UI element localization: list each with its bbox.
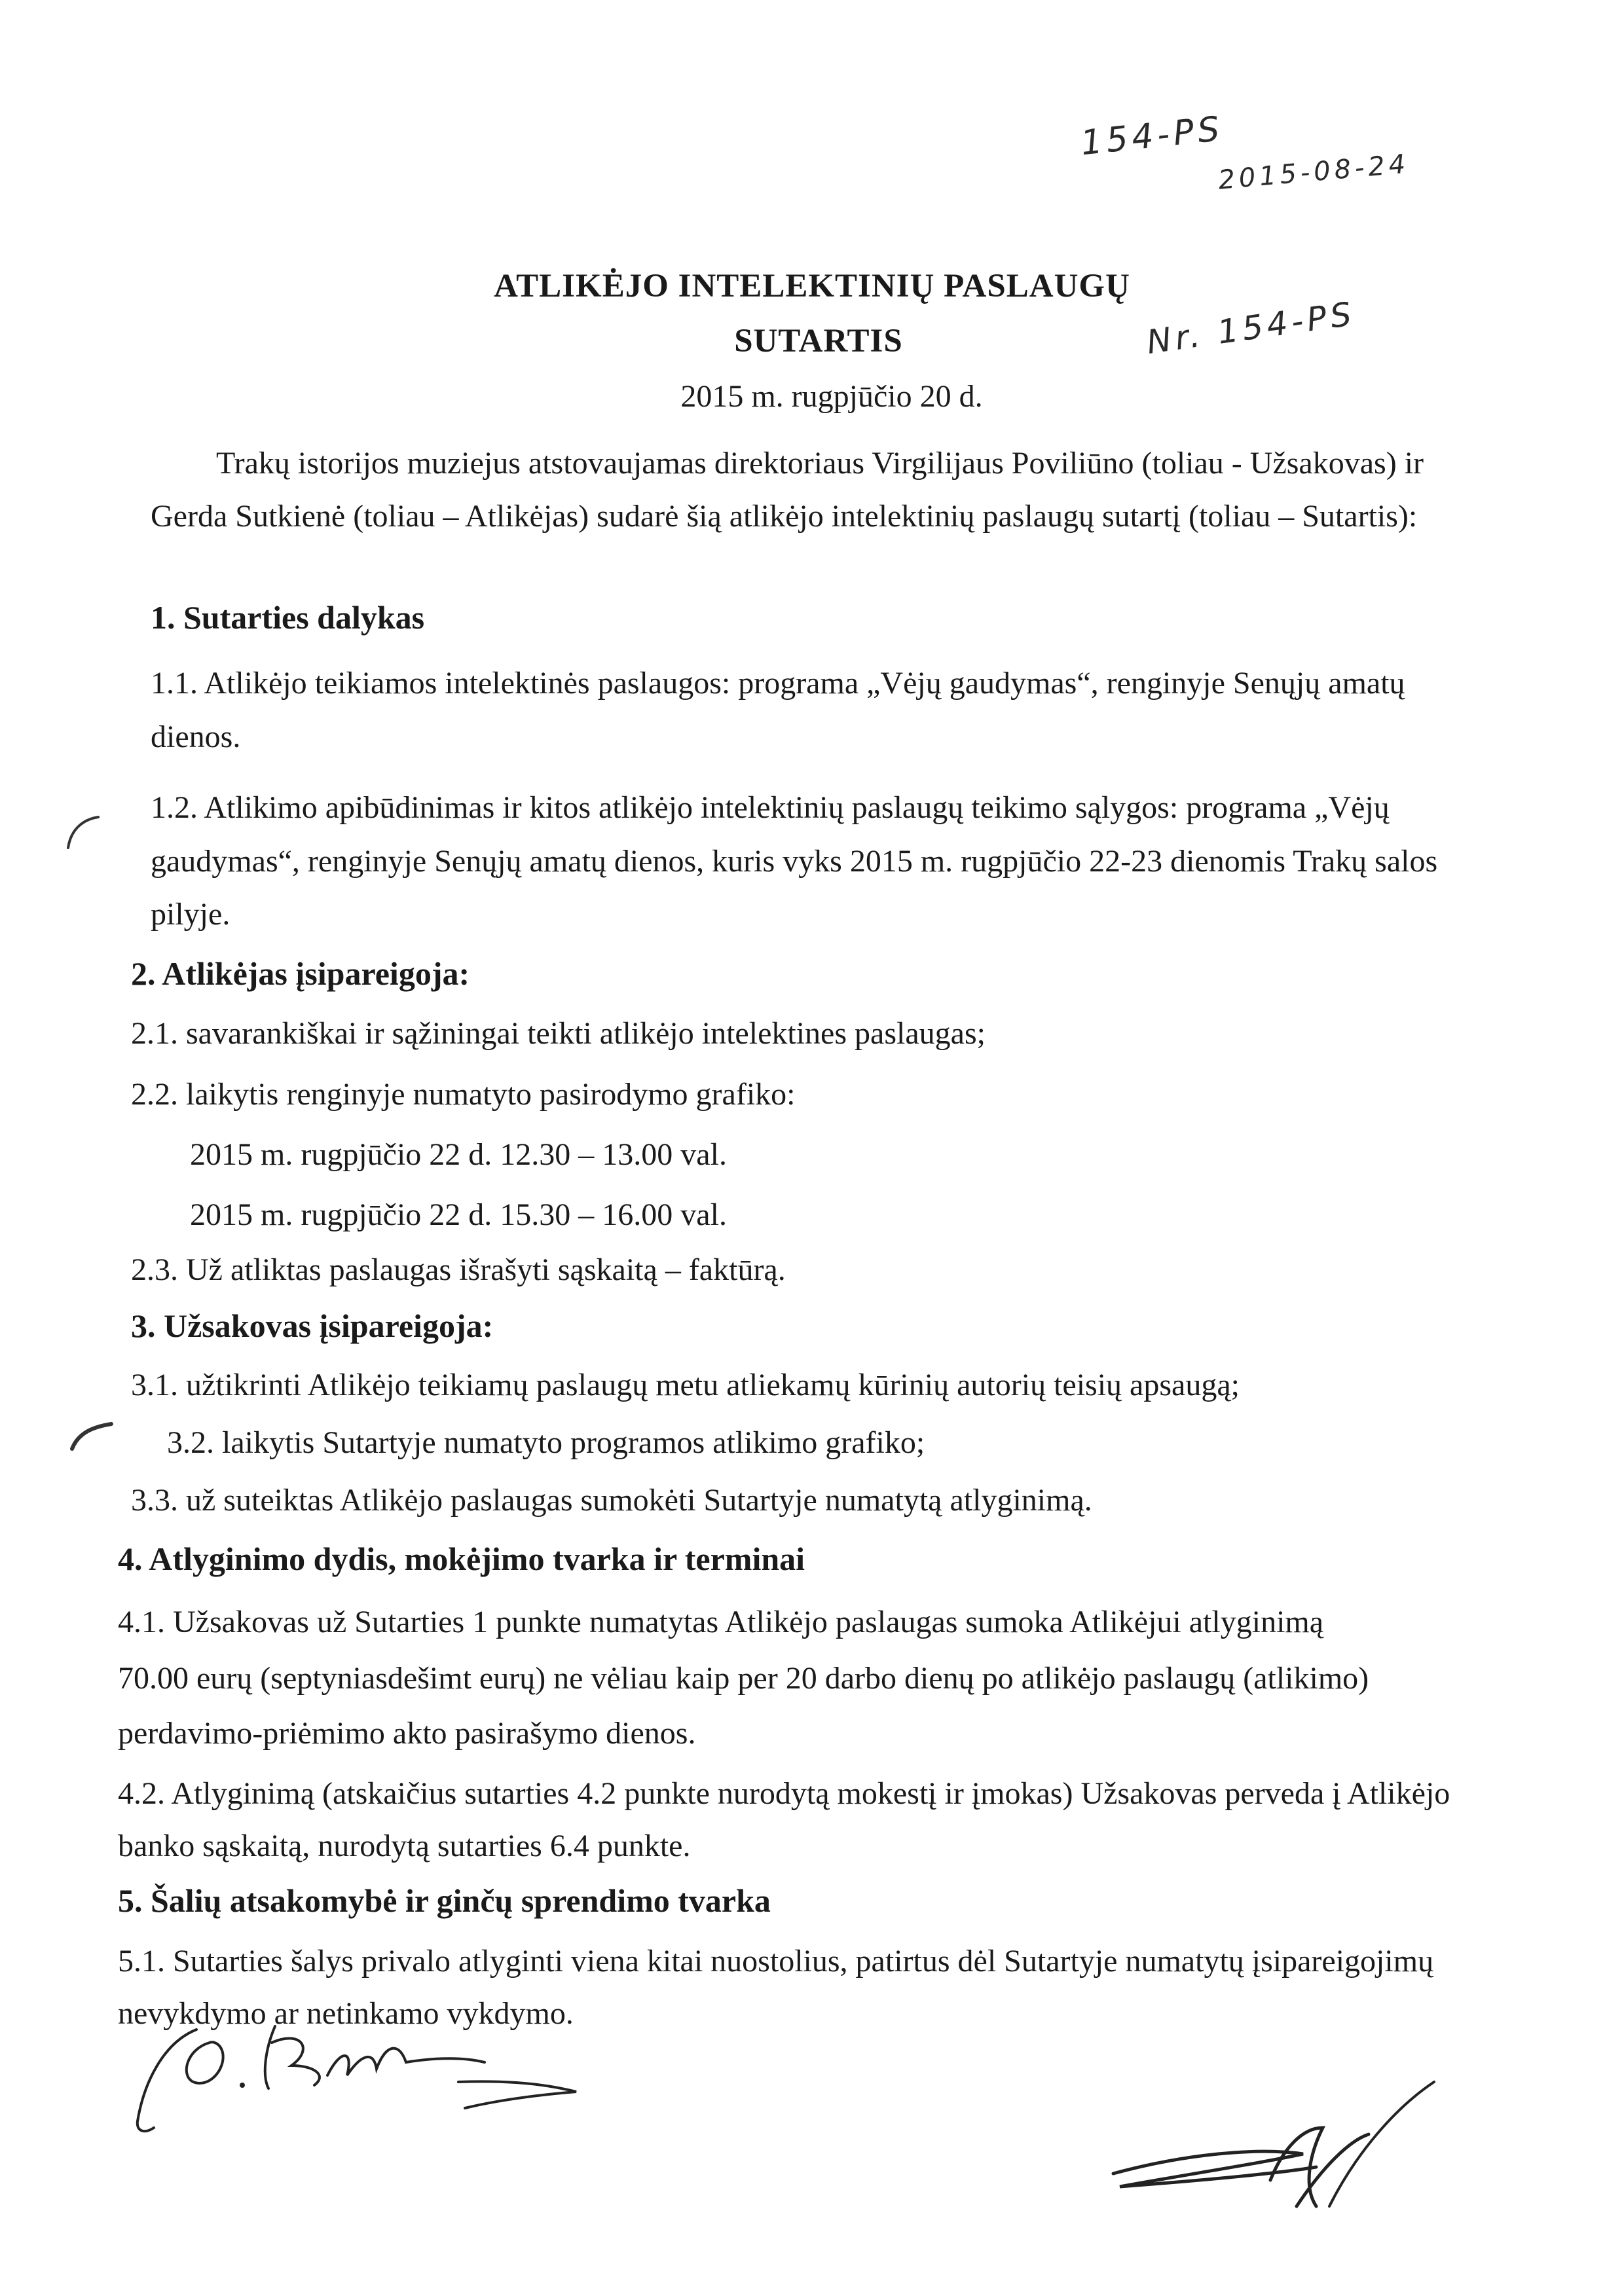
- clause-4-1-line-3: perdavimo-priėmimo akto pasirašymo dienos.: [118, 1716, 696, 1751]
- clause-1-2-line-2: gaudymas“, renginyje Senųjų amatų dienos, kuris vyks 2015 m. rugpjūčio 22-23 dienomis Trakų salos: [151, 844, 1438, 879]
- performer-signature: [118, 2003, 589, 2147]
- clause-1-2-line-3: pilyje.: [151, 897, 231, 932]
- clause-5-1-line-1: 5.1. Sutarties šalys privalo atlyginti viena kitai nuostolius, patirtus dėl Sutartyje numatytų įsipareigojimų: [118, 1944, 1434, 1978]
- clause-3-2: 3.2. laikytis Sutartyje numatyto programos atlikimo grafiko;: [167, 1425, 925, 1460]
- client-signature: [1107, 2075, 1447, 2213]
- document-title-line1: ATLIKĖJO INTELEKTINIŲ PASLAUGŲ: [494, 268, 1130, 304]
- intro-line-1: Trakų istorijos muziejus atstovaujamas direktoriaus Virgilijaus Poviliūno (toliau - Užsakovas) ir: [216, 446, 1424, 481]
- intro-line-2: Gerda Sutkienė (toliau – Atlikėjas) sudarė šią atlikėjo intelektinių paslaugų sutartį (toliau – Sutartis):: [151, 499, 1418, 534]
- clause-3-1: 3.1. užtikrinti Atlikėjo teikiamų paslaugų metu atliekamų kūrinių autorių teisių apsaugą;: [131, 1368, 1240, 1402]
- section-3-heading: 3. Užsakovas įsipareigoja:: [131, 1307, 494, 1344]
- clause-1-1-line-2: dienos.: [151, 720, 241, 754]
- margin-mark-upper: [59, 812, 111, 864]
- clause-4-1-line-1: 4.1. Užsakovas už Sutarties 1 punkte numatytas Atlikėjo paslaugas sumoka Atlikėjui atlyginimą: [118, 1605, 1324, 1639]
- clause-2-2: 2.2. laikytis renginyje numatyto pasirodymo grafiko:: [131, 1077, 796, 1112]
- registration-number: 154-PS: [1079, 109, 1225, 164]
- title-registration-note: Nr. 154-PS: [1144, 294, 1358, 362]
- section-4-heading: 4. Atlyginimo dydis, mokėjimo tvarka ir terminai: [118, 1540, 805, 1577]
- document-title-line2: SUTARTIS: [734, 323, 903, 359]
- section-5-heading: 5. Šalių atsakomybė ir ginčų sprendimo tvarka: [118, 1882, 771, 1919]
- section-1-heading: 1. Sutarties dalykas: [151, 599, 425, 636]
- contract-date: 2015 m. rugpjūčio 20 d.: [680, 379, 983, 414]
- clause-2-3: 2.3. Už atliktas paslaugas išrašyti sąskaitą – faktūrą.: [131, 1252, 786, 1287]
- schedule-slot-2: 2015 m. rugpjūčio 22 d. 15.30 – 16.00 val.: [190, 1197, 727, 1232]
- schedule-slot-1: 2015 m. rugpjūčio 22 d. 12.30 – 13.00 val.: [190, 1137, 727, 1172]
- clause-1-2-line-1: 1.2. Atlikimo apibūdinimas ir kitos atlikėjo intelektinių paslaugų teikimo sąlygos: programa „Vėjų: [151, 790, 1390, 825]
- clause-3-3: 3.3. už suteiktas Atlikėjo paslaugas sumokėti Sutartyje numatytą atlyginimą.: [131, 1483, 1092, 1518]
- registration-date: 2015-08-24: [1217, 149, 1411, 196]
- clause-5-1-line-2: nevykdymo ar netinkamo vykdymo.: [118, 1996, 574, 2031]
- clause-4-2-line-2: banko sąskaitą, nurodytą sutarties 6.4 punkte.: [118, 1829, 691, 1863]
- section-2-heading: 2. Atlikėjas įsipareigoja:: [131, 955, 470, 992]
- clause-2-1: 2.1. savarankiškai ir sąžiningai teikti atlikėjo intelektines paslaugas;: [131, 1016, 986, 1051]
- margin-mark-lower: [59, 1417, 124, 1470]
- clause-4-2-line-1: 4.2. Atlyginimą (atskaičius sutarties 4.2 punkte nurodytą mokestį ir įmokas) Užsakovas perveda į Atlikėjo: [118, 1776, 1450, 1811]
- clause-4-1-line-2: 70.00 eurų (septyniasdešimt eurų) ne vėliau kaip per 20 darbo dienų po atlikėjo paslaugų (atlikimo): [118, 1661, 1369, 1696]
- clause-1-1-line-1: 1.1. Atlikėjo teikiamos intelektinės paslaugos: programa „Vėjų gaudymas“, renginyje Senųjų amatų: [151, 666, 1405, 701]
